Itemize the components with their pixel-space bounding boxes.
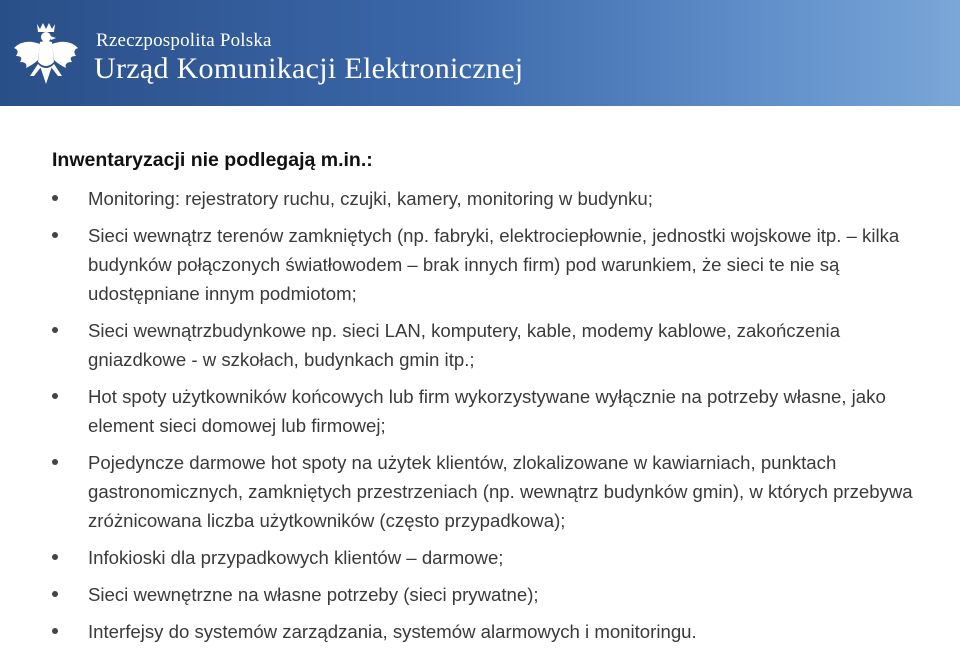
bullet-icon: [52, 591, 58, 597]
list-item-text: Sieci wewnątrzbudynkowe np. sieci LAN, komputery, kable, modemy kablowe, zakończenia gniazdkowe - w szkołach, budynkach gmin itp.;: [88, 320, 841, 370]
list-item: [52, 221, 942, 308]
list-item: [52, 617, 942, 646]
header-banner: [0, 0, 960, 106]
bullet-icon: [52, 628, 58, 634]
list-item: [52, 382, 942, 440]
list-item-text: Sieci wewnętrzne na własne potrzeby (sieci prywatne);: [88, 584, 539, 605]
bullet-icon: [52, 393, 58, 399]
list-item: [52, 543, 942, 572]
list-item-text: Interfejsy do systemów zarządzania, systemów alarmowych i monitoringu.: [88, 621, 697, 642]
bullet-icon: [52, 554, 58, 560]
bullet-list: [52, 184, 942, 646]
list-item: [52, 184, 942, 213]
list-item: [52, 580, 942, 609]
list-item: [52, 448, 942, 535]
bullet-icon: [52, 195, 58, 201]
eagle-emblem-icon: [10, 20, 80, 92]
list-item-text: Monitoring: rejestratory ruchu, czujki, kamery, monitoring w budynku;: [88, 188, 653, 209]
list-item-text: Hot spoty użytkowników końcowych lub firm wykorzystywane wyłącznie na potrzeby własne, jako element sieci domowej lub firmowej;: [88, 386, 886, 436]
list-item-text: Infokioski dla przypadkowych klientów – darmowe;: [88, 547, 504, 568]
institution-line2: Urząd Komunikacji Elektronicznej: [94, 52, 524, 85]
bullet-icon: [52, 232, 58, 238]
institution-line1: Rzeczpospolita Polska: [96, 30, 272, 51]
list-item: [52, 316, 942, 374]
bullet-icon: [52, 327, 58, 333]
list-item-text: Sieci wewnątrz terenów zamkniętych (np. fabryki, elektrociepłownie, jednostki wojskowe itp. – kilka budynków połączonych światłowodem – brak innych firm) pod warunkiem, że sieci te nie są udostępniane innym podmiotom;: [88, 225, 900, 304]
slide-content: [52, 148, 942, 654]
list-item-text: Pojedyncze darmowe hot spoty na użytek klientów, zlokalizowane w kawiarniach, punktach gastronomicznych, zamkniętych przestrzeniach (np. wewnątrz budynków gmin), w których przebywa zróżnicowana liczba użytkowników (często przypadkowa);: [88, 452, 913, 531]
bullet-icon: [52, 459, 58, 465]
slide-heading: Inwentaryzacji nie podlegają m.in.:: [52, 149, 373, 171]
